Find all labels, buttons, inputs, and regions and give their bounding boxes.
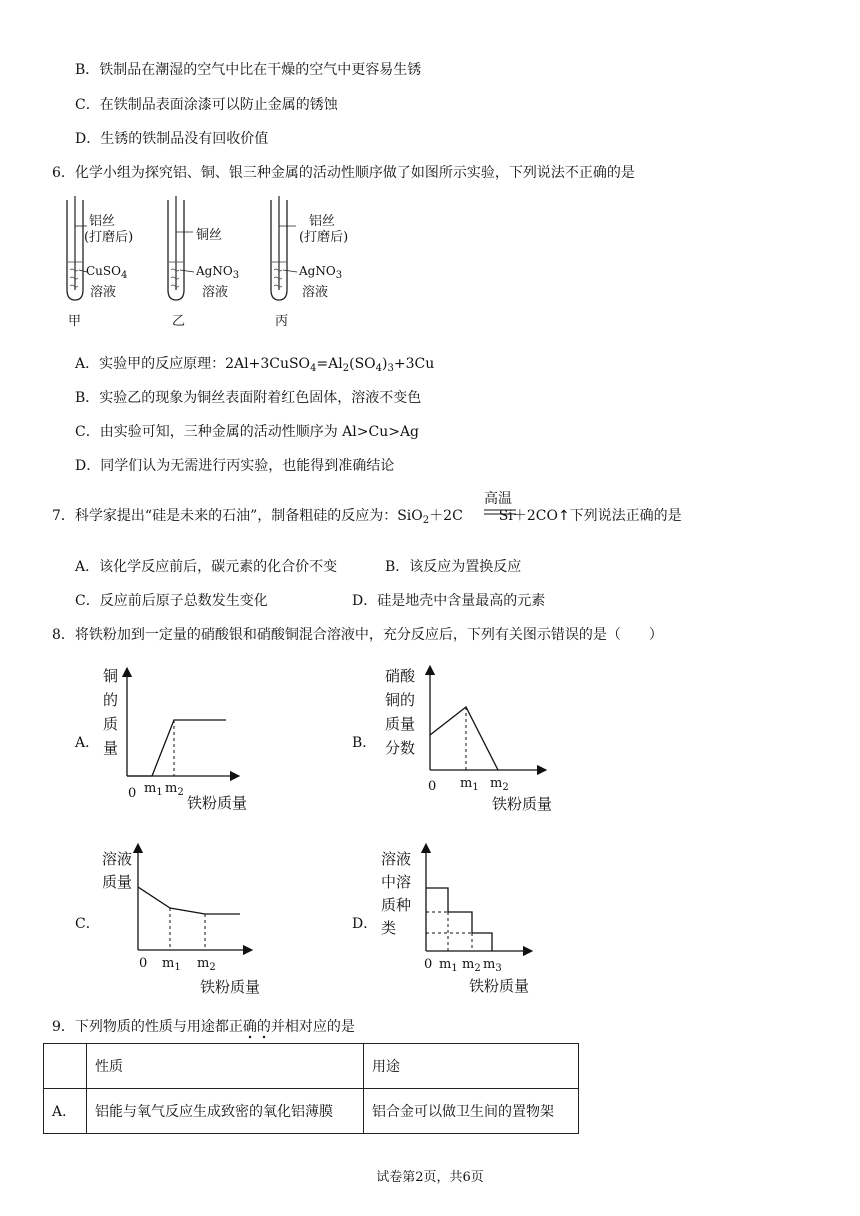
graph-b-ylabel: 硝酸 铜的 质量 分数 bbox=[385, 667, 416, 757]
graph-c-ylabel: 溶液 质量 bbox=[102, 850, 133, 891]
table-header-row bbox=[44, 1044, 579, 1089]
tube1-wire-note: (打磨后) bbox=[84, 230, 134, 245]
tube3-tag: 丙 bbox=[275, 314, 289, 329]
test-tube-yi bbox=[168, 196, 194, 300]
q7-stem: 7．科学家提出“硅是未来的石油”，制备粗硅的反应为：SiO$_2$＋2C Si＋2CO↑下列说法正确的是 bbox=[52, 508, 682, 526]
table-header-cell bbox=[44, 1044, 87, 1089]
tube2-tag: 乙 bbox=[172, 314, 186, 329]
table-header-cell: 性质 bbox=[87, 1044, 364, 1089]
q8-stem: 8．将铁粉加到一定量的硝酸银和硝酸铜混合溶液中，充分反应后，下列有关图示错误的是（ ） bbox=[52, 627, 663, 643]
graph-b-option: B． bbox=[352, 735, 377, 751]
q6-option-d: D．同学们认为无需进行丙实验，也能得到准确结论 bbox=[75, 458, 395, 474]
q6-option-b: B．实验乙的现象为铜丝表面附着红色固体，溶液不变色 bbox=[75, 390, 422, 406]
table-cell: 铝能与氧气反应生成致密的氧化铝薄膜 bbox=[87, 1089, 364, 1134]
graph-c-option: C． bbox=[75, 916, 100, 932]
q7-option-d: D．硅是地壳中含量最高的元素 bbox=[352, 593, 546, 609]
graph-c-tick-m1: $m_1$ bbox=[162, 956, 181, 973]
q7-option-b: B．该反应为置换反应 bbox=[385, 559, 522, 575]
graph-a-ylabel: 铜 的 质 量 bbox=[103, 667, 119, 757]
tube1-solution-formula: CuSO$_4$ bbox=[86, 264, 128, 281]
q9-table bbox=[43, 1043, 579, 1134]
q7-option-c: C．反应前后原子总数发生变化 bbox=[75, 593, 268, 609]
tube3-wire-label: 铝丝 bbox=[309, 214, 336, 229]
table-header-cell: 用途 bbox=[364, 1044, 579, 1089]
test-tube-bing bbox=[271, 196, 297, 300]
graph-d-tick-m2: $m_2$ bbox=[462, 957, 481, 974]
tube3-wire-note: (打磨后) bbox=[299, 230, 349, 245]
graph-a-tick-m2: $m_2$ bbox=[165, 781, 184, 798]
table-cell: A． bbox=[44, 1089, 87, 1134]
q9-stem: 9．下列物质的性质与用途都正确的并相对应的是 bbox=[52, 1019, 355, 1035]
graph-c-tick-m2: $m_2$ bbox=[197, 956, 216, 973]
graph-d-tick-m1: $m_1$ bbox=[439, 957, 458, 974]
graph-a-xlabel: 铁粉质量 bbox=[187, 794, 248, 812]
tube3-solution-label: 溶液 bbox=[302, 285, 329, 300]
tube2-wire-label: 铜丝 bbox=[196, 228, 223, 243]
tube1-solution-label: 溶液 bbox=[90, 285, 117, 300]
table-cell: 铝合金可以做卫生间的置物架 bbox=[364, 1089, 579, 1134]
graph-a-tick-m1: $m_1$ bbox=[144, 781, 163, 798]
tube2-solution-formula: AgNO$_3$ bbox=[196, 264, 240, 281]
graph-c-origin: 0 bbox=[139, 956, 148, 971]
graph-c-xlabel: 铁粉质量 bbox=[200, 978, 261, 996]
tube3-solution-formula: AgNO$_3$ bbox=[299, 264, 343, 281]
graph-d-option: D． bbox=[352, 916, 378, 932]
tube1-wire-label: 铝丝 bbox=[89, 214, 116, 229]
graph-d-tick-m3: $m_3$ bbox=[483, 957, 502, 974]
q5-option-b: B．铁制品在潮湿的空气中比在干燥的空气中更容易生锈 bbox=[75, 62, 422, 78]
graph-d-ylabel: 溶液 中溶 质种 类 bbox=[381, 850, 412, 937]
q5-option-d: D．生锈的铁制品没有回收价值 bbox=[75, 131, 269, 147]
q6-stem: 6．化学小组为探究铝、铜、银三种金属的活动性顺序做了如图所示实验，下列说法不正确的是 bbox=[52, 165, 635, 181]
q6-option-c: C．由实验可知，三种金属的活动性顺序为 Al>Cu>Ag bbox=[75, 424, 420, 440]
graph-d-origin: 0 bbox=[424, 957, 433, 972]
graph-b-xlabel: 铁粉质量 bbox=[492, 795, 553, 813]
graph-b-origin: 0 bbox=[428, 779, 437, 794]
tube2-solution-label: 溶液 bbox=[202, 285, 229, 300]
graph-a-origin: 0 bbox=[128, 786, 137, 801]
table-row bbox=[44, 1089, 579, 1134]
q7-condition: 高温 bbox=[484, 491, 512, 507]
q5-option-c: C．在铁制品表面涂漆可以防止金属的锈蚀 bbox=[75, 97, 338, 113]
q7-option-a: A．该化学反应前后，碳元素的化合价不变 bbox=[75, 559, 338, 575]
q6-option-a: A．实验甲的反应原理：$2Al+3CuSO_4=Al_2(SO_4)_3+3Cu$ bbox=[75, 356, 435, 374]
graph-b-tick-m2: $m_2$ bbox=[490, 776, 509, 793]
tube1-tag: 甲 bbox=[68, 314, 82, 329]
graph-d-xlabel: 铁粉质量 bbox=[469, 977, 530, 995]
graph-b-tick-m1: $m_1$ bbox=[460, 776, 479, 793]
test-tube-jia bbox=[67, 196, 87, 300]
page-footer: 试卷第2页，共6页 bbox=[376, 1170, 484, 1185]
graph-a-option: A． bbox=[75, 735, 100, 751]
